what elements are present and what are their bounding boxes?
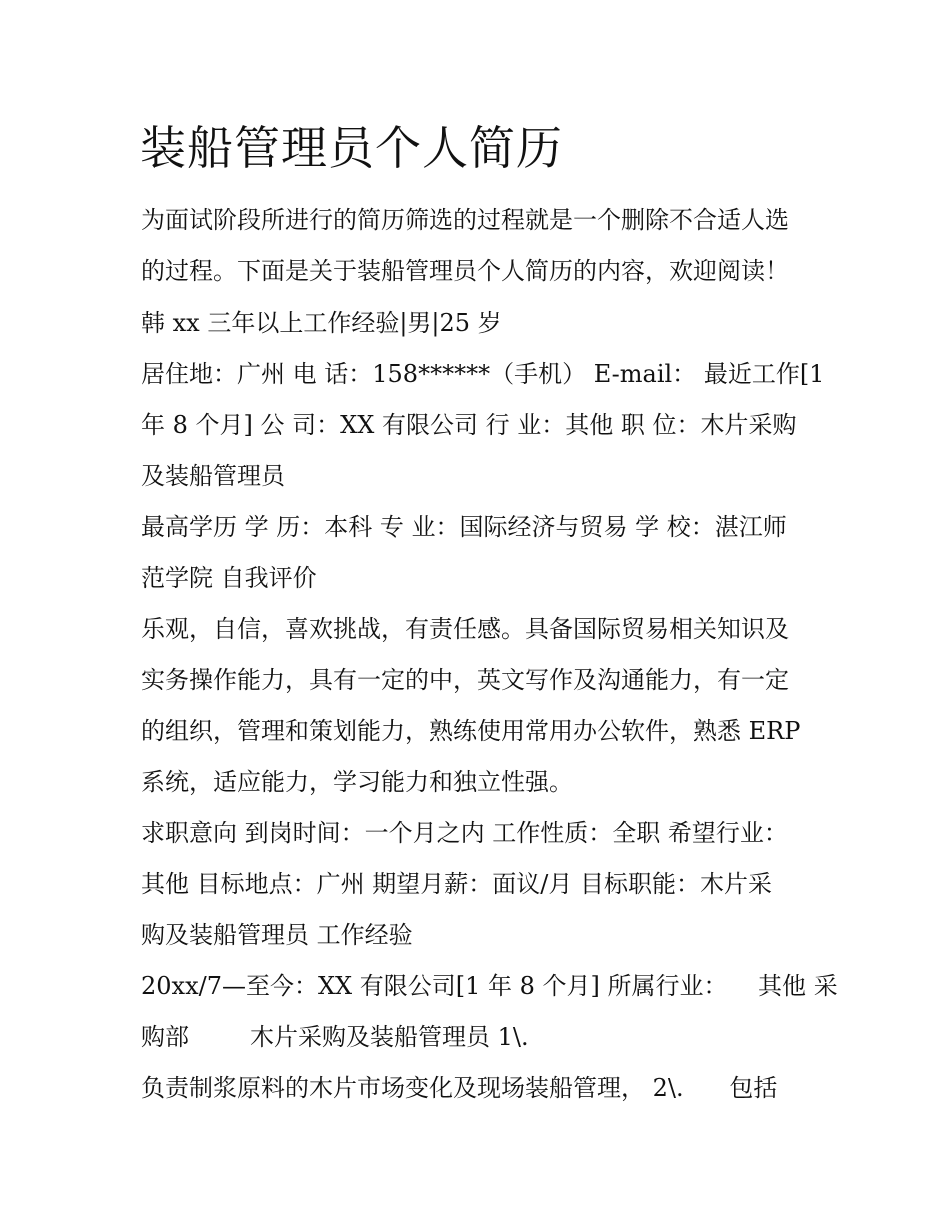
text-line: 乐观，自信，喜欢挑战，有责任感。具备国际贸易相关知识及 (141, 615, 789, 643)
text-line: 购及装船管理员 工作经验 (141, 921, 413, 949)
text-line: 范学院 自我评价 (141, 564, 317, 592)
text-line: 购部 木片采购及装船管理员 1\. (141, 1023, 529, 1051)
text-line: 系统，适应能力，学习能力和独立性强。 (141, 768, 573, 796)
text-line: 韩 xx 三年以上工作经验|男|25 岁 (141, 309, 502, 337)
text-line: 为面试阶段所进行的简历筛选的过程就是一个删除不合适人选 (141, 206, 789, 234)
text-line: 20xx/7—至今：XX 有限公司[1 年 8 个月] 所属行业： 其他 采 (141, 972, 838, 1000)
text-line: 求职意向 到岗时间：一个月之内 工作性质：全职 希望行业： (141, 819, 788, 847)
text-line: 实务操作能力，具有一定的中，英文写作及沟通能力，有一定 (141, 666, 789, 694)
text-line: 的过程。下面是关于装船管理员个人简历的内容，欢迎阅读！ (141, 257, 789, 285)
text-line: 的组织，管理和策划能力，熟练使用常用办公软件，熟悉 ERP (141, 717, 801, 745)
text-line: 负责制浆原料的木片市场变化及现场装船管理， 2\. 包括 (141, 1074, 778, 1102)
text-line: 最高学历 学 历：本科 专 业：国际经济与贸易 学 校：湛江师 (141, 513, 787, 541)
text-line: 居住地：广州 电 话：158******（手机） E-mail： 最近工作[1 (141, 360, 825, 388)
text-line: 及装船管理员 (141, 462, 285, 490)
text-line: 其他 目标地点：广州 期望月薪：面议/月 目标职能：木片采 (141, 870, 772, 898)
text-line: 年 8 个月] 公 司：XX 有限公司 行 业：其他 职 位：木片采购 (141, 411, 797, 439)
document-title: 装船管理员个人简历 (140, 121, 563, 175)
